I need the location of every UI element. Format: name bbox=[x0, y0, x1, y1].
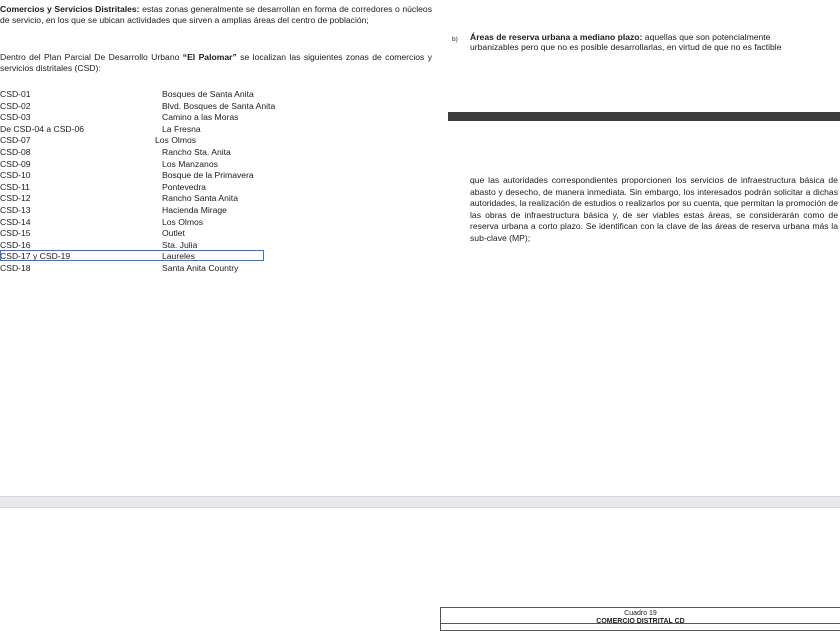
zone-name: Rancho Sta. Anita bbox=[162, 147, 231, 157]
zone-name: Bosques de Santa Anita bbox=[162, 89, 254, 99]
zone-code: CSD-18 bbox=[0, 263, 31, 273]
plan-prefix: Dentro del Plan Parcial De Desarrollo Urbano bbox=[0, 52, 183, 62]
zone-name: Hacienda Mirage bbox=[162, 205, 227, 215]
zone-name: Los Olmos bbox=[162, 216, 204, 227]
zone-code: CSD-03 bbox=[0, 112, 31, 123]
reserve-item-line1 bbox=[470, 32, 770, 43]
table-header bbox=[440, 607, 840, 631]
zone-name: Bosque de la Primavera bbox=[162, 170, 254, 181]
plan-suffix: se localizan las siguientes zonas de comercios y servicios distritales (CSD): bbox=[0, 52, 433, 73]
zone-code: CSD-09 bbox=[0, 158, 31, 169]
zone-code: CSD-07 bbox=[0, 135, 31, 146]
zone-name: Los Manzanos bbox=[162, 158, 218, 169]
selection-highlight bbox=[0, 250, 264, 261]
section-divider-bar bbox=[448, 112, 840, 121]
plan-name: “El Palomar” bbox=[182, 52, 237, 62]
zone-name: Santa Anita Country bbox=[162, 263, 239, 273]
zone-name: Laureles bbox=[162, 251, 195, 262]
reserve-item-title: Áreas de reserva urbana a mediano plazo: bbox=[470, 32, 643, 42]
reserve-item-text: aquellas que son potencialmente bbox=[642, 32, 771, 42]
zone-name: Rancho Santa Anita bbox=[162, 193, 238, 204]
zone-name: Blvd. Bosques de Santa Anita bbox=[162, 100, 276, 111]
zone-name: Pontevedra bbox=[162, 181, 206, 192]
reserve-item-line2: urbanizables pero que no es posible desarrollarlas, en virtud de que no es factible bbox=[470, 42, 782, 52]
zone-code: CSD-15 bbox=[0, 228, 31, 239]
zone-code: CSD-12 bbox=[0, 193, 31, 204]
zone-name: La Fresna bbox=[162, 123, 201, 134]
zone-code: CSD-10 bbox=[0, 170, 31, 181]
table-title: COMERCIO DISTRITAL CD bbox=[596, 618, 685, 625]
intro-text: estas zonas generalmente se desarrollan en forma de corredores o núcleos de servicio, en los que se ubican actividades que sirven a amplias áreas del centro de población; bbox=[0, 4, 432, 25]
zone-code: CSD-11 bbox=[0, 181, 30, 192]
intro-paragraph bbox=[0, 4, 432, 25]
page-separator bbox=[0, 496, 840, 508]
item-marker: b) bbox=[452, 36, 458, 43]
zone-name: Sta. Julia bbox=[162, 239, 198, 250]
plan-paragraph bbox=[0, 52, 432, 73]
zone-code: CSD-01 bbox=[0, 89, 31, 99]
zone-code: CSD-08 bbox=[0, 147, 31, 157]
zone-code: CSD-13 bbox=[0, 205, 31, 215]
zone-code: De CSD-04 a CSD-06 bbox=[0, 123, 85, 134]
zone-name: Los Olmos bbox=[155, 135, 197, 146]
zone-code: CSD-02 bbox=[0, 100, 31, 111]
zone-name: Outlet bbox=[162, 228, 185, 239]
table-caption: Cuadro 19 bbox=[624, 610, 657, 617]
zone-name: Camino a las Moras bbox=[162, 112, 239, 123]
zone-code: CSD-17 y CSD-19 bbox=[0, 251, 71, 262]
zone-code: CSD-16 bbox=[0, 239, 31, 250]
intro-title: Comercios y Servicios Distritales: bbox=[0, 4, 140, 14]
continuation-paragraph: que las autoridades correspondientes proporcionen los servicios de infraestructura básica de abasto y desecho, de manera inmediata. Sin embargo, los interesados podrán solicitar a dichas autoridades, la realización de estudios o realizarlos por su cuenta, que permitan la promoción de las obras de infraestructura básica y, de ser viables estas áreas, se considerarán como de reserva urbana a corto plazo. Se identifican con la clave de las áreas de reserva urbana más la sub-clave (MP); bbox=[470, 175, 838, 243]
zone-code: CSD-14 bbox=[0, 216, 31, 227]
